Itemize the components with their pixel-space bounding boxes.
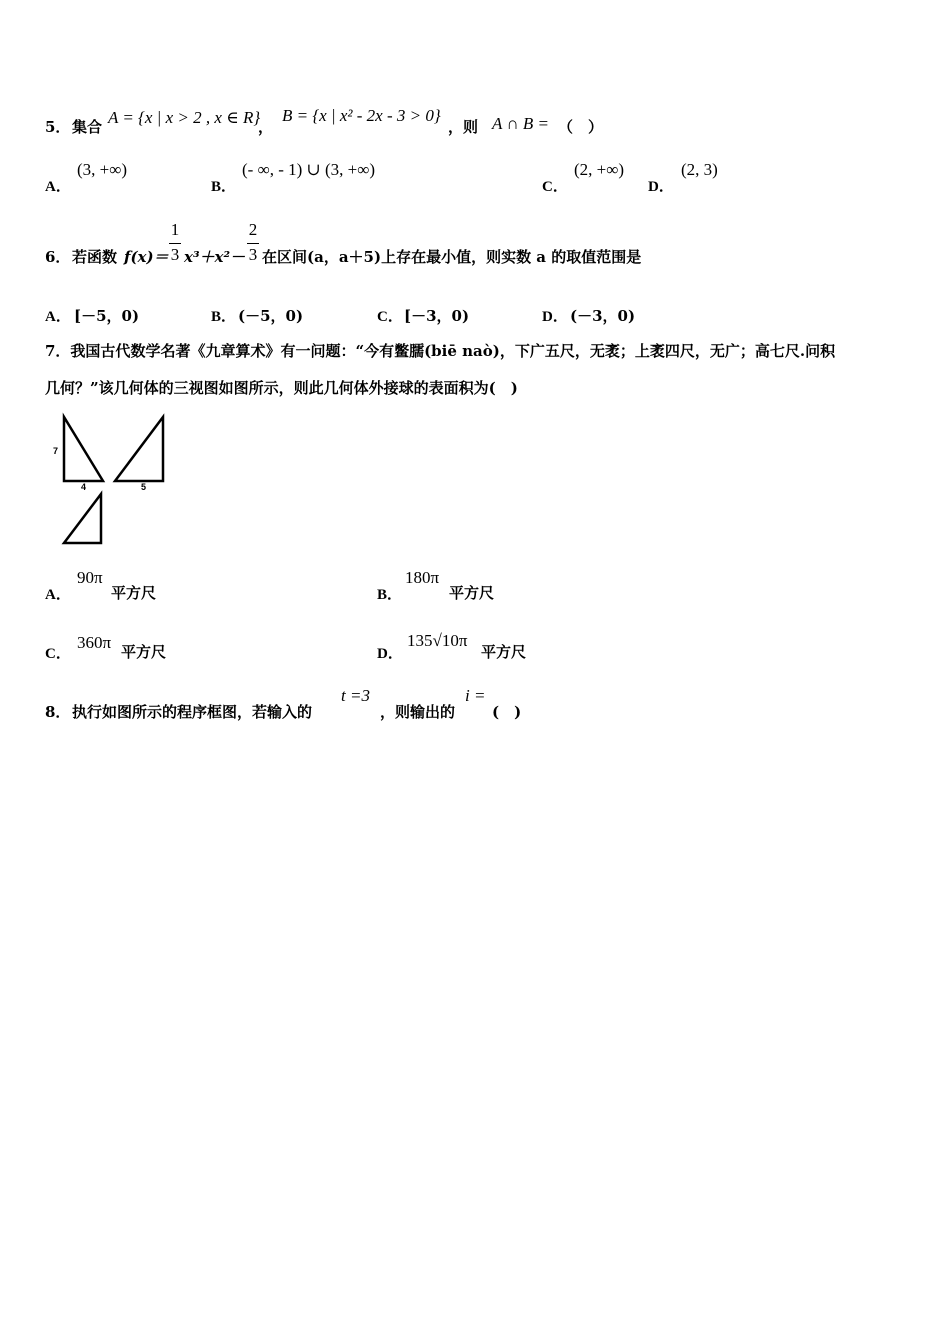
q6-fraction2-bar bbox=[247, 243, 259, 244]
q7-option-a-unit: 平方尺 bbox=[111, 584, 157, 602]
top-view-triangle bbox=[64, 494, 101, 543]
q5-option-c-value: (2, +∞) bbox=[574, 160, 625, 179]
q7-option-d-value: 135√10π bbox=[407, 631, 468, 650]
q5-option-d-label: D． bbox=[648, 179, 674, 195]
q6-option-b-label: B． bbox=[211, 309, 237, 325]
q8-text-lead: 执行如图所示的程序框图，若输入的 bbox=[72, 703, 313, 721]
q5-set-b: B = {x | x² - 2x - 3 > 0} bbox=[282, 106, 441, 125]
side-base-label: 5 bbox=[141, 482, 147, 492]
three-view-figure bbox=[48, 410, 173, 550]
q6-option-a-label: A． bbox=[45, 309, 71, 325]
q7-option-d-label: D． bbox=[377, 646, 403, 662]
q6-fraction1-numerator: 1 bbox=[170, 220, 180, 239]
q8-text-mid: ，则输出的 bbox=[380, 703, 456, 721]
q6-number: 6． bbox=[45, 248, 71, 266]
q6-fraction2-numerator: 2 bbox=[248, 220, 258, 239]
q6-text-tail: 在区间(a，a＋5)上存在最小值，则实数 a 的取值范围是 bbox=[262, 248, 642, 266]
front-view-triangle bbox=[64, 417, 103, 481]
q5-option-b-label: B． bbox=[211, 179, 237, 195]
side-view-triangle bbox=[115, 417, 163, 481]
q8-number: 8． bbox=[45, 703, 71, 721]
q6-fraction1-bar bbox=[169, 243, 181, 244]
q8-answer-paren: ( ) bbox=[492, 703, 522, 721]
q6-option-c-label: C． bbox=[377, 309, 403, 325]
q6-option-d-value: (－3，0) bbox=[570, 307, 636, 325]
q7-option-b-unit: 平方尺 bbox=[449, 584, 495, 602]
q7-option-d-unit: 平方尺 bbox=[481, 643, 527, 661]
q7-option-c-label: C． bbox=[45, 646, 71, 662]
q6-option-c-value: [－3，0) bbox=[404, 307, 470, 325]
q7-option-b-label: B． bbox=[377, 587, 403, 603]
q6-option-d-label: D． bbox=[542, 309, 568, 325]
q7-option-a-label: A． bbox=[45, 587, 71, 603]
q6-fraction2-denominator: 3 bbox=[248, 245, 258, 264]
q7-option-c-value: 360π bbox=[77, 633, 112, 652]
q5-set-a: A = {x | x > 2 , x ∈ R} bbox=[108, 108, 261, 127]
q7-text-line2: 几何？”该几何体的三视图如图所示，则此几何体外接球的表面积为( ) bbox=[45, 379, 518, 397]
q6-option-a-value: [－5，0) bbox=[74, 307, 140, 325]
q7-text-line1: 7．我国古代数学名著《九章算术》有一问题：“今有鳖臑(biē naò)，下广五尺，无袤；上袤四尺，无广；高七尺.问积 bbox=[45, 342, 836, 360]
q5-number: 5． bbox=[45, 118, 71, 136]
q7-option-b-value: 180π bbox=[405, 568, 440, 587]
q5-comma: ， bbox=[258, 118, 274, 136]
q6-term: x³＋x²－ bbox=[184, 248, 246, 266]
q5-expression: A ∩ B = bbox=[492, 114, 549, 133]
q6-option-b-value: (－5，0) bbox=[238, 307, 304, 325]
q6-fraction1-denominator: 3 bbox=[170, 245, 180, 264]
q6-text-lead: 若函数 bbox=[72, 248, 118, 266]
q7-option-a-value: 90π bbox=[77, 568, 103, 587]
q5-lead: 集合 bbox=[72, 118, 103, 136]
front-base-label: 4 bbox=[81, 482, 87, 492]
q5-option-c-label: C． bbox=[542, 179, 568, 195]
q7-option-c-unit: 平方尺 bbox=[121, 643, 167, 661]
q5-option-a-label: A． bbox=[45, 179, 71, 195]
q8-output-variable: i = bbox=[465, 686, 486, 705]
q6-function: f(x)＝ bbox=[124, 248, 169, 266]
q5-option-d-value: (2, 3) bbox=[681, 160, 718, 179]
height-label: 7 bbox=[53, 446, 59, 456]
q5-option-b-value: (- ∞, - 1) ∪ (3, +∞) bbox=[242, 160, 376, 179]
q5-option-a-value: (3, +∞) bbox=[77, 160, 128, 179]
q8-input-value: t =3 bbox=[341, 686, 370, 705]
q5-answer-paren: （ ） bbox=[558, 118, 604, 136]
q5-then: ，则 bbox=[448, 118, 479, 136]
